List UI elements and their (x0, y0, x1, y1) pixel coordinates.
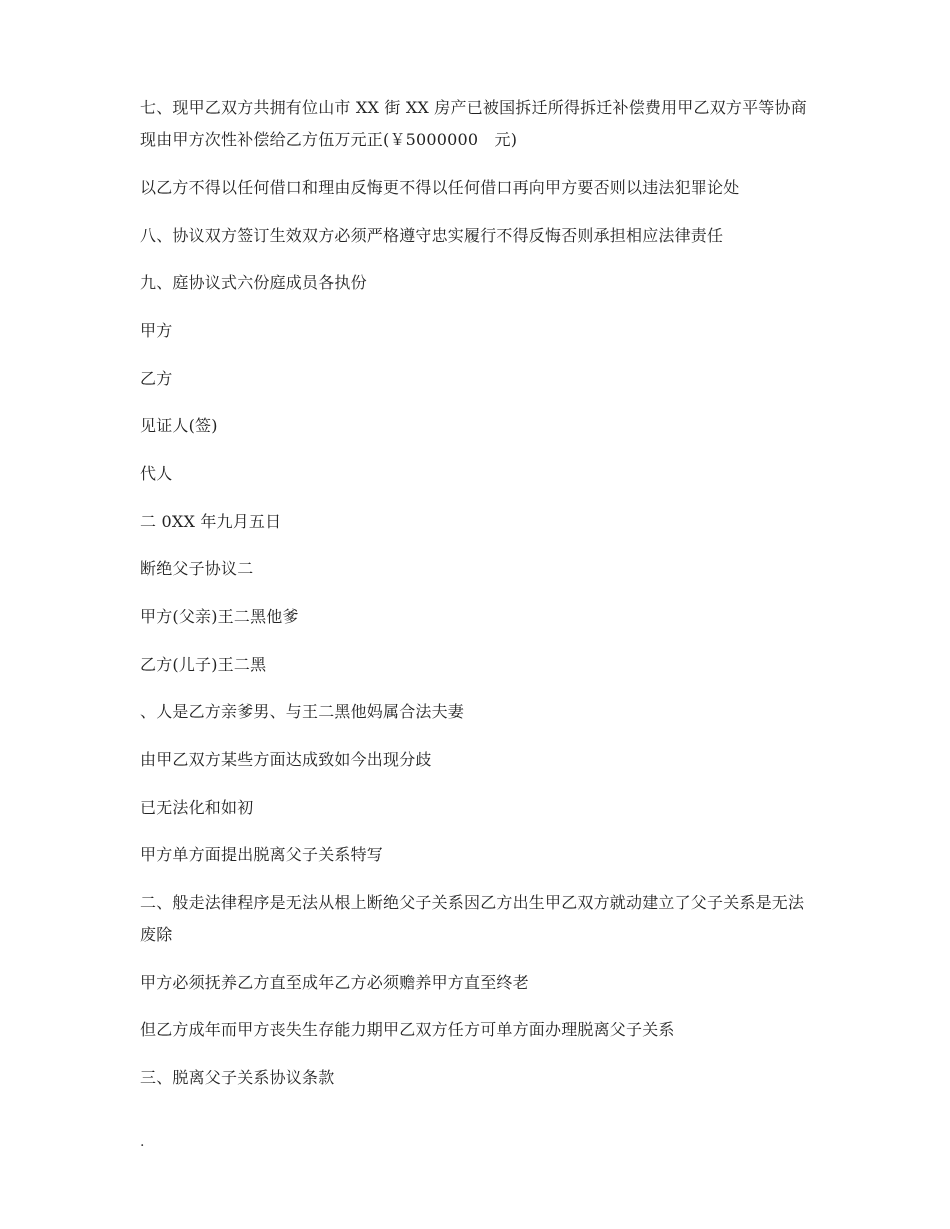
paragraph-adult-condition: 但乙方成年而甲方丧失生存能力期甲乙双方任方可单方面办理脱离父子关系 (140, 1020, 675, 1039)
page-footer-mark: . (140, 1134, 145, 1150)
paragraph-clause-2: 二、般走法律程序是无法从根上断绝父子关系因乙方出生甲乙双方就动建立了父子关系是无法废除 (140, 893, 805, 944)
signature-witness: 见证人(签) (140, 416, 218, 435)
paragraph-clause-8: 八、协议双方签订生效双方必须严格遵守忠实履行不得反悔否则承担相应法律责任 (140, 226, 724, 245)
paragraph-clause-3-heading: 三、脱离父子关系协议条款 (140, 1068, 335, 1087)
paragraph-clause-1: 、人是乙方亲爹男、与王二黑他妈属合法夫妻 (140, 702, 465, 721)
paragraph-support-obligation: 甲方必须抚养乙方直至成年乙方必须赡养甲方直至终老 (140, 973, 529, 992)
paragraph-no-regret-clause: 以乙方不得以任何借口和理由反悔更不得以任何借口再向甲方要否则以违法犯罪论处 (140, 178, 740, 197)
paragraph-irreconcilable: 已无法化和如初 (140, 798, 254, 817)
paragraph-clause-9: 九、庭协议式六份庭成员各执份 (140, 273, 367, 292)
party-b-line: 乙方(儿子)王二黑 (140, 655, 267, 674)
document-date: 二 0XX 年九月五日 (140, 512, 282, 531)
signature-party-a: 甲方 (140, 321, 173, 340)
signature-party-b: 乙方 (140, 369, 173, 388)
section-title-agreement-2: 断绝父子协议二 (140, 559, 254, 578)
paragraph-unilateral-request: 甲方单方面提出脱离父子关系特写 (140, 845, 384, 864)
paragraph-clause-7: 七、现甲乙双方共拥有位山市 XX 街 XX 房产已被国拆迁所得拆迁补偿费用甲乙双方平等协商现由甲方次性补偿给乙方伍万元正(￥5000000 元) (140, 98, 807, 149)
signature-agent: 代人 (140, 464, 173, 483)
paragraph-disagreement: 由甲乙双方某些方面达成致如今出现分歧 (140, 750, 432, 769)
party-a-line: 甲方(父亲)王二黑他爹 (140, 607, 299, 626)
